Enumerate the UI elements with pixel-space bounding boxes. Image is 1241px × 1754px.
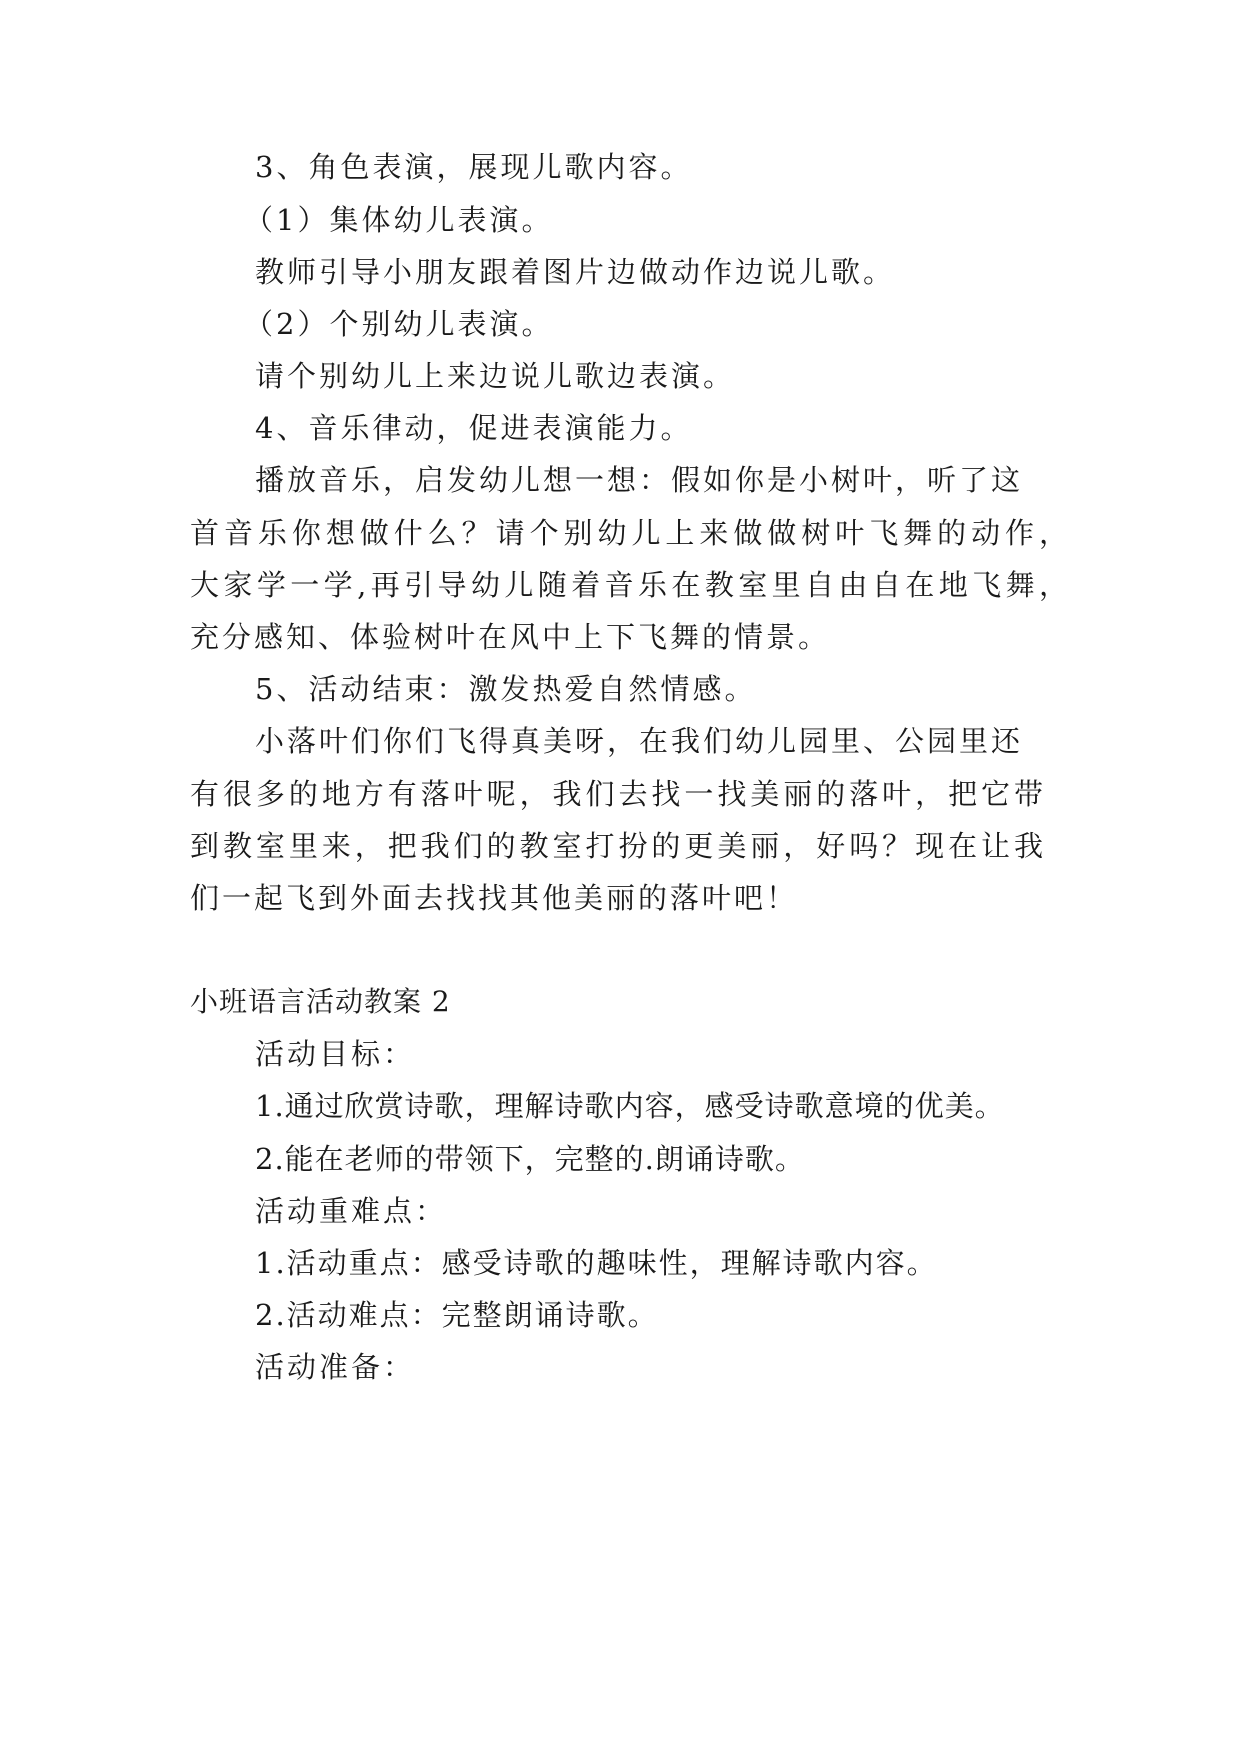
section-title: 小班语言活动教案 2 xyxy=(190,985,451,1018)
step4-heading: 4、音乐律动，促进表演能力。 xyxy=(255,411,693,445)
step3-heading: 3、角色表演，展现儿歌内容。 xyxy=(255,150,693,184)
goals-heading: 活动目标： xyxy=(255,1037,416,1071)
step5-heading: 5、活动结束：激发热爱自然情感。 xyxy=(255,672,757,706)
step5-paragraph-line: 到教室里来，把我们的教室打扮的更美丽，好吗？现在让我 xyxy=(190,829,1045,863)
step4-paragraph-line: 大家学一学,再引导幼儿随着音乐在教室里自由自在地飞舞， xyxy=(190,568,1070,602)
key-point-item: 1.活动重点：感受诗歌的趣味性，理解诗歌内容。 xyxy=(255,1246,938,1280)
step3-sub2-heading: （2）个别幼儿表演。 xyxy=(244,307,554,341)
key-point-item: 2.活动难点：完整朗诵诗歌。 xyxy=(255,1298,659,1332)
key-points-heading: 活动重难点： xyxy=(255,1194,448,1228)
step4-paragraph-line: 充分感知、体验树叶在风中上下飞舞的情景。 xyxy=(190,620,831,654)
goal-item: 1.通过欣赏诗歌，理解诗歌内容，感受诗歌意境的优美。 xyxy=(255,1089,1005,1123)
goal-item: 2.能在老师的带领下，完整的.朗诵诗歌。 xyxy=(255,1142,805,1176)
step5-paragraph-line: 们一起飞到外面去找找其他美丽的落叶吧！ xyxy=(190,881,799,915)
step5-paragraph-line: 小落叶们你们飞得真美呀，在我们幼儿园里、公园里还 xyxy=(255,724,1024,758)
step4-paragraph-line: 播放音乐，启发幼儿想一想：假如你是小树叶，听了这 xyxy=(255,463,1024,497)
step3-sub1-text: 教师引导小朋友跟着图片边做动作边说儿歌。 xyxy=(255,255,896,289)
preparation-heading: 活动准备： xyxy=(255,1350,416,1384)
step5-paragraph-line: 有很多的地方有落叶呢，我们去找一找美丽的落叶，把它带 xyxy=(190,777,1045,811)
step3-sub1-heading: （1）集体幼儿表演。 xyxy=(244,203,554,237)
step4-paragraph-line: 首音乐你想做什么？请个别幼儿上来做做树叶飞舞的动作， xyxy=(190,516,1070,550)
step3-sub2-text: 请个别幼儿上来边说儿歌边表演。 xyxy=(255,359,736,393)
